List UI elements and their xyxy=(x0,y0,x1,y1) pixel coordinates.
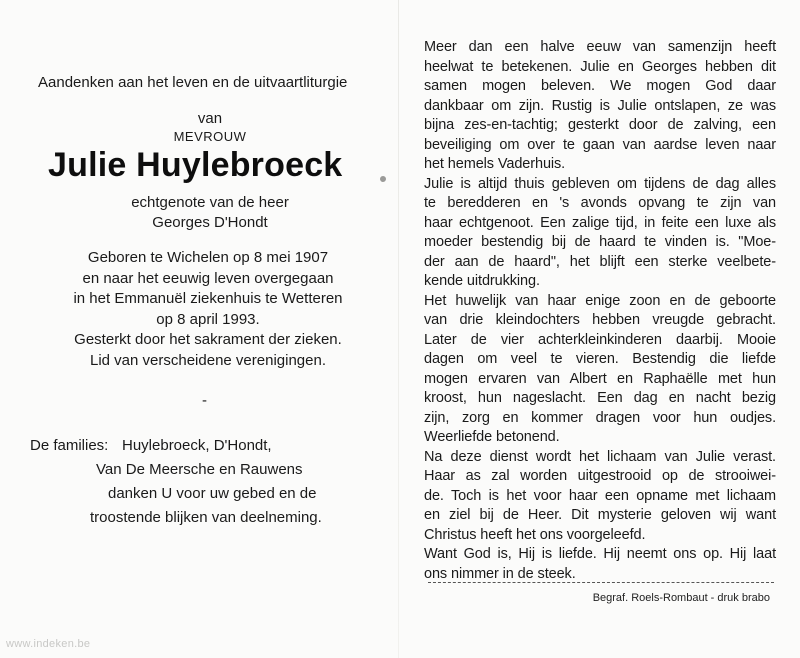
body-text-line: der aan de haard", het blijft een sterke veelbete- xyxy=(424,253,776,270)
deceased-name: Julie Huylebroeck xyxy=(48,146,343,184)
body-text-line: en ziel bij de Heer. Dit mysterie geloven wij want xyxy=(424,507,776,523)
left-panel xyxy=(0,0,398,658)
body-text-line: Julie is altijd thuis gebleven om tijdens de dag alles xyxy=(424,175,776,192)
right-panel xyxy=(424,38,776,584)
families-label: De families: xyxy=(30,437,109,454)
title-text: MEVROUW xyxy=(173,129,247,144)
body-text-line: kroost, hun nageslacht. Een dag en nacht bezig xyxy=(424,390,776,406)
printer-credit: Begraf. Roels-Rombaut - druk brabo xyxy=(592,592,770,604)
body-text-line: van drie kleindochters hebben vreugde gebracht. xyxy=(424,312,776,328)
body-text-line: het hemels Vaderhuis. xyxy=(424,156,566,172)
body-text-line: Weerliefde betonend. xyxy=(424,429,560,445)
body-text-line: samen mogen beleven. We mogen God daar xyxy=(424,78,776,94)
watermark: www.indeken.be xyxy=(6,638,91,650)
divider-line xyxy=(428,582,774,583)
body-text-line: Christus heeft het ons voorgeleefd. xyxy=(424,526,646,543)
body-text-line: haar echtgenoot. Een zalige tijd, in feite een luxe als xyxy=(424,214,776,231)
body-text-line: mogen ervaren van Albert en Raphaëlle met hun xyxy=(424,370,776,387)
spouse-line: Georges D'Hondt xyxy=(152,214,268,231)
body-text-line: kende uitdrukking. xyxy=(424,273,540,289)
bio-line: Gesterkt door het sakrament der zieken. xyxy=(74,331,342,348)
body-text-line: bijna zes-en-tachtig; gesterkt door de zalving, een xyxy=(424,117,776,133)
body-text-line: Haar as zal worden uitgestrooid op de strooiwei- xyxy=(424,468,776,484)
body-text-line: Meer dan een halve eeuw van samenzijn heeft xyxy=(424,39,776,55)
spouse-line: echtgenote van de heer xyxy=(131,194,289,211)
families-line: Van De Meersche en Rauwens xyxy=(96,461,303,478)
body-text-line: moeder bestendig bij de haard te vinden is. "Moe- xyxy=(424,234,776,250)
families-line: danken U voor uw gebed en de xyxy=(108,485,317,502)
bio-line: Lid van verscheidene verenigingen. xyxy=(90,351,326,369)
body-text-line: heelwat te betekenen. Julie en Georges hebben dit xyxy=(424,58,776,75)
bio-line: Geboren te Wichelen op 8 mei 1907 xyxy=(87,249,329,266)
body-text-line: zijn, zorg en kommer dragen voor hun oudjes. xyxy=(424,409,776,426)
body-text-line: te beredderen en 's avonds opvang te zijn van xyxy=(424,195,776,211)
body-text-line: Het huwelijk van haar enige zoon en de geboorte xyxy=(424,292,776,309)
body-text-line: Na deze dienst wordt het lichaam van Julie verast. xyxy=(424,448,776,465)
families-line: Huylebroeck, D'Hondt, xyxy=(122,437,272,454)
bio-line: op 8 april 1993. xyxy=(156,310,260,328)
bio-line: in het Emmanuël ziekenhuis te Wetteren xyxy=(73,290,343,307)
body-text-line: Later de vier achterkleinkinderen daarbij. Mooie xyxy=(424,331,776,348)
intro-text: Aandenken aan het leven en de uitvaartliturgie xyxy=(38,74,348,91)
van-text: van xyxy=(197,110,223,127)
separator: - xyxy=(202,392,207,409)
spouse-info xyxy=(0,193,398,233)
body-text-line: de. Toch is het voor haar een opname met lichaam xyxy=(424,487,776,504)
body-text-line: beveiliging om over te gaan van aardse leven naar xyxy=(424,136,776,153)
body-text-line: ons nimmer in de steek. xyxy=(424,565,576,582)
biography xyxy=(0,248,398,371)
body-text-line: dankbaar om zijn. Rustig is Julie ontslapen, ze was xyxy=(424,97,776,114)
bio-line: en naar het eeuwig leven overgegaan xyxy=(82,269,334,287)
card-fold xyxy=(398,0,399,658)
body-text-line: dagen om veel te vieren. Bestendig die liefde xyxy=(424,351,776,367)
families-line: troostende blijken van deelneming. xyxy=(90,509,322,526)
body-text-line: Want God is, Hij is liefde. Hij neemt ons op. Hij laat xyxy=(424,546,776,562)
